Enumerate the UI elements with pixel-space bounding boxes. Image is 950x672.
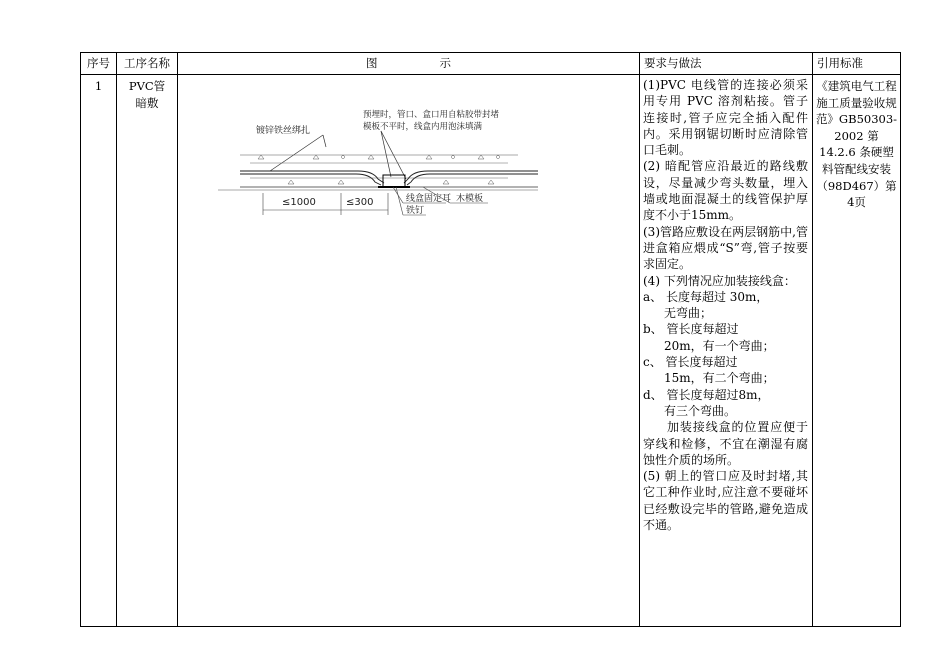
process-name-line2: 暗敷 xyxy=(135,96,159,110)
label-seal-2: 模板不平时，线盒内用泡沫填满 xyxy=(363,122,483,132)
dim-label-2: ≤300 xyxy=(346,197,374,208)
label-formwork: 木模板 xyxy=(456,194,484,204)
reference-cell: 《建筑电气工程施工质量验收规范》GB50303-2002 第 14.2.6 条硬塑料管配线安装（98D467）第4页 xyxy=(813,75,901,627)
construction-table xyxy=(80,52,901,627)
header-seq: 序号 xyxy=(81,53,117,75)
conduit-diagram xyxy=(178,75,638,627)
header-row xyxy=(81,53,901,75)
row-seq: 1 xyxy=(81,75,117,627)
header-figure-b: 示 xyxy=(439,56,451,70)
figure-cell xyxy=(178,75,640,627)
label-tie-wire: 镀锌铁丝绑扎 xyxy=(256,126,311,136)
req-item-4b-cont: 20m，有一个弯曲； xyxy=(664,338,775,353)
row-process-name xyxy=(117,75,178,627)
label-nail: 铁钉 xyxy=(406,206,425,216)
label-box-ear: 线盒固定耳 xyxy=(406,194,452,204)
req-item-4c-cont: 15m，有二个弯曲； xyxy=(664,371,775,386)
table-row xyxy=(81,75,901,627)
header-figure-a: 图 xyxy=(366,56,378,70)
header-requirements: 要求与做法 xyxy=(640,53,813,75)
header-name: 工序名称 xyxy=(117,53,178,75)
label-seal-1: 预埋时，管口、盒口用自粘胶带封堵 xyxy=(363,110,500,120)
dim-label-1: ≤1000 xyxy=(282,197,316,208)
req-item-4: (4) 下列情况应加装接线盒： xyxy=(643,273,796,288)
req-item-4d-cont: 有三个弯曲。 xyxy=(664,403,737,418)
header-figure xyxy=(178,53,640,75)
req-item-4c: c、 管长度每超过 xyxy=(643,355,738,370)
req-item-4a-cont: 无弯曲； xyxy=(664,306,713,321)
process-name-line1: PVC管 xyxy=(128,79,166,93)
req-item-4a: a、 长度每超过 30m， xyxy=(643,289,769,304)
req-item-5: (5) 朝上的管口应及时封堵,其它工种作业时,应注意不要碰坏已经敷设完毕的管路,避免造成不通。 xyxy=(643,469,808,533)
req-item-box-location: 加装接线盒的位置应便于穿线和检修，不宜在潮湿有腐蚀性介质的场所。 xyxy=(643,420,808,467)
requirements-cell xyxy=(640,75,813,627)
req-item-3: (3)管路应敷设在两层钢筋中,管进盒箱应煨成“S”弯,管子按要求固定。 xyxy=(643,224,808,272)
req-item-1: (1)PVC 电线管的连接必须采用专用 PVC 溶剂粘接。管子连接时,管子应完全插入配件内。采用钢锯切断时应清除管口毛刺。 xyxy=(643,78,808,158)
req-item-2: (2) 暗配管应沿最近的路线敷设，尽量减少弯头数量，埋入墙或地面混凝土的线管保护厚度不小于15mm。 xyxy=(643,159,808,223)
req-item-4d: d、 管长度每超过8m， xyxy=(643,387,770,402)
header-reference: 引用标准 xyxy=(813,53,901,75)
req-item-4b: b、 管长度每超过 xyxy=(643,322,739,337)
